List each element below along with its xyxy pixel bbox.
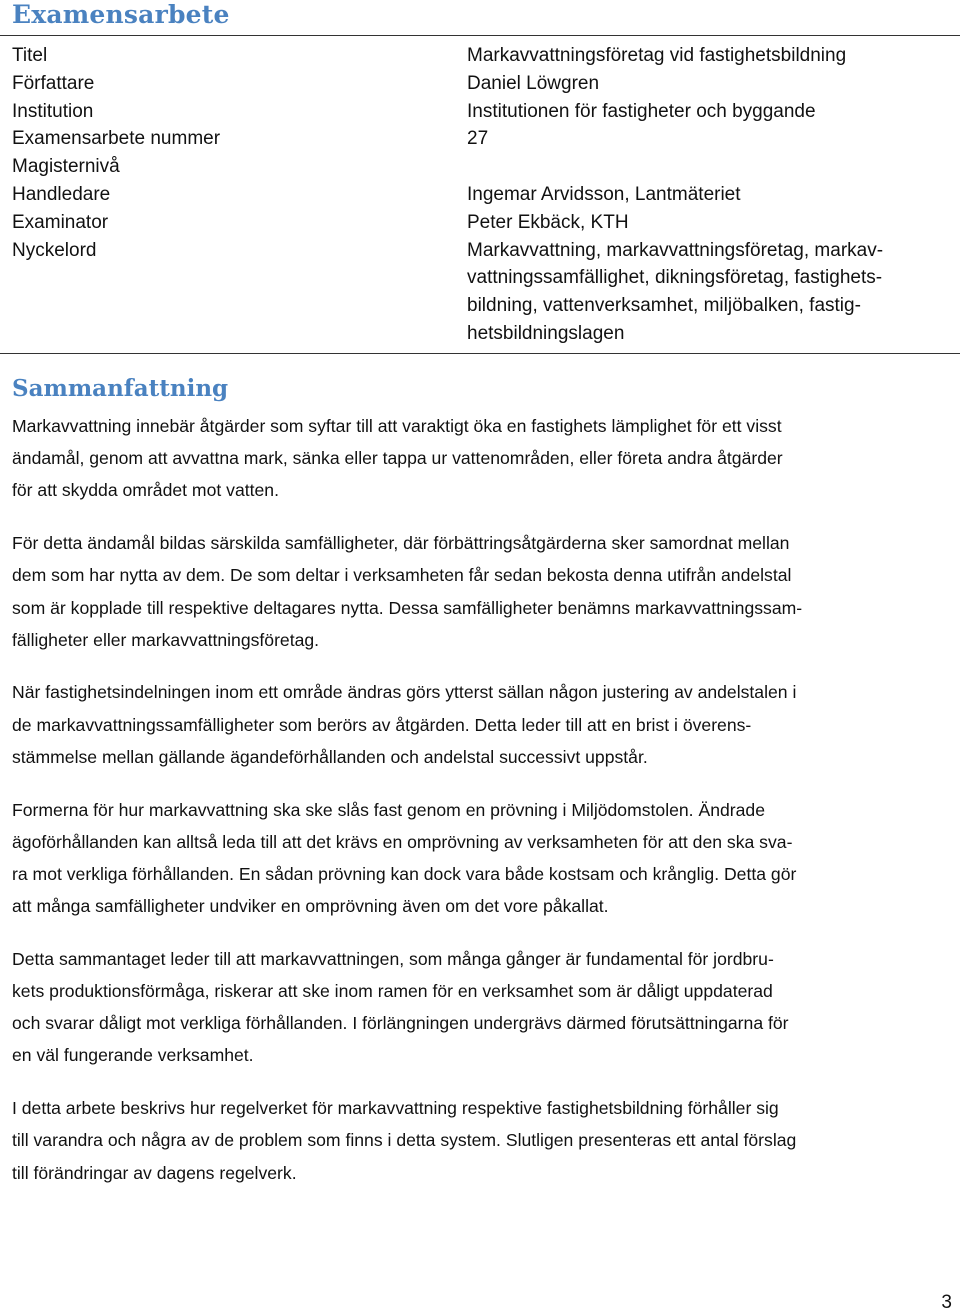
paragraph: Formerna för hur markavvattning ska ske slås fast genom en prövning i Miljödomstolen. Ändrade ägoförhållanden kan alltså leda till att det krävs en omprövning av verksamheten för att den ska sva- ra mot verkliga förhållanden. En sådan prövning kan dock vara både kostsam och krånglig. Detta gör att många samfälligheter undviker en omprövning även om det vore påkallat. xyxy=(12,799,797,917)
meta-value: Institutionen för fastigheter och byggande xyxy=(467,100,816,122)
meta-row-institution xyxy=(12,98,952,126)
bottom-divider xyxy=(0,353,960,354)
meta-row-level xyxy=(12,153,952,181)
meta-value: Markavvattning, markavvattningsföretag, markav- vattningssamfällighet, dikningsföretag, fastighets- bildning, vattenverksamhet, miljöbalken, fastig- hetsbildningslagen xyxy=(467,239,884,344)
metadata-table xyxy=(12,42,952,348)
meta-label: Magisternivå xyxy=(12,156,120,178)
meta-label: Titel xyxy=(12,45,48,66)
meta-label: Examensarbete nummer xyxy=(12,128,221,150)
meta-row-examiner xyxy=(12,209,952,237)
page-number: 3 xyxy=(941,1292,952,1313)
top-divider xyxy=(0,35,960,36)
meta-row-keywords xyxy=(12,237,952,348)
meta-label: Handledare xyxy=(12,183,111,205)
paragraph: Detta sammantaget leder till att markavvattningen, som många gånger är fundamental för jordbru- kets produktionsförmåga, riskerar att ske inom ramen för en verksamhet som är dåligt uppdaterad och svarar dåligt mot verkliga förhållanden. I förlängningen undergrävs därmed förutsättningarna för en väl fungerande verksamhet. xyxy=(12,948,789,1066)
summary-body xyxy=(12,410,952,1209)
meta-label: Institution xyxy=(12,100,94,122)
page-title: Examensarbete xyxy=(12,0,230,29)
meta-label: Examinator xyxy=(12,211,109,233)
meta-label: Nyckelord xyxy=(12,239,97,261)
meta-value: 27 xyxy=(467,128,489,150)
meta-row-title xyxy=(12,42,952,70)
paragraph: Markavvattning innebär åtgärder som syftar till att varaktigt öka en fastighets lämplighet för ett visst ändamål, genom att avvattna mark, sänka eller tappa ur vattenområden, eller företa andra åtgärder för att skydda området mot vatten. xyxy=(12,416,783,501)
meta-row-supervisor xyxy=(12,181,952,209)
meta-value: Peter Ekbäck, KTH xyxy=(467,211,629,233)
section-heading: Sammanfattning xyxy=(12,375,229,402)
paragraph: När fastighetsindelningen inom ett område ändras görs ytterst sällan någon justering av andelstalen i de markavvattningssamfälligheter som berörs av åtgärden. Detta leder till att en brist i överens- stämmelse mellan gällande ägandeförhållanden och andelstal successivt uppstår. xyxy=(12,682,797,767)
meta-label: Författare xyxy=(12,72,95,94)
meta-row-author xyxy=(12,70,952,98)
meta-value xyxy=(467,153,952,181)
meta-value: Markavvattningsföretag vid fastighetsbildning xyxy=(467,45,847,66)
paragraph: I detta arbete beskrivs hur regelverket för markavvattning respektive fastighetsbildning förhåller sig till varandra och några av de problem som finns i detta system. Slutligen presenteras ett antal förslag till förändringar av dagens regelverk. xyxy=(12,1098,797,1183)
meta-value: Daniel Löwgren xyxy=(467,72,600,94)
paragraph: För detta ändamål bildas särskilda samfälligheter, där förbättringsåtgärderna sker samordnat mellan dem som har nytta av dem. De som deltar i verksamheten får sedan bekosta denna utifrån andelstal som är kopplade till respektive deltagares nytta. Dessa samfälligheter benämns markavvattningssam- fälligheter eller markavvattningsföretag. xyxy=(12,533,803,650)
meta-value: Ingemar Arvidsson, Lantmäteriet xyxy=(467,183,741,205)
meta-row-thesis-number xyxy=(12,125,952,153)
